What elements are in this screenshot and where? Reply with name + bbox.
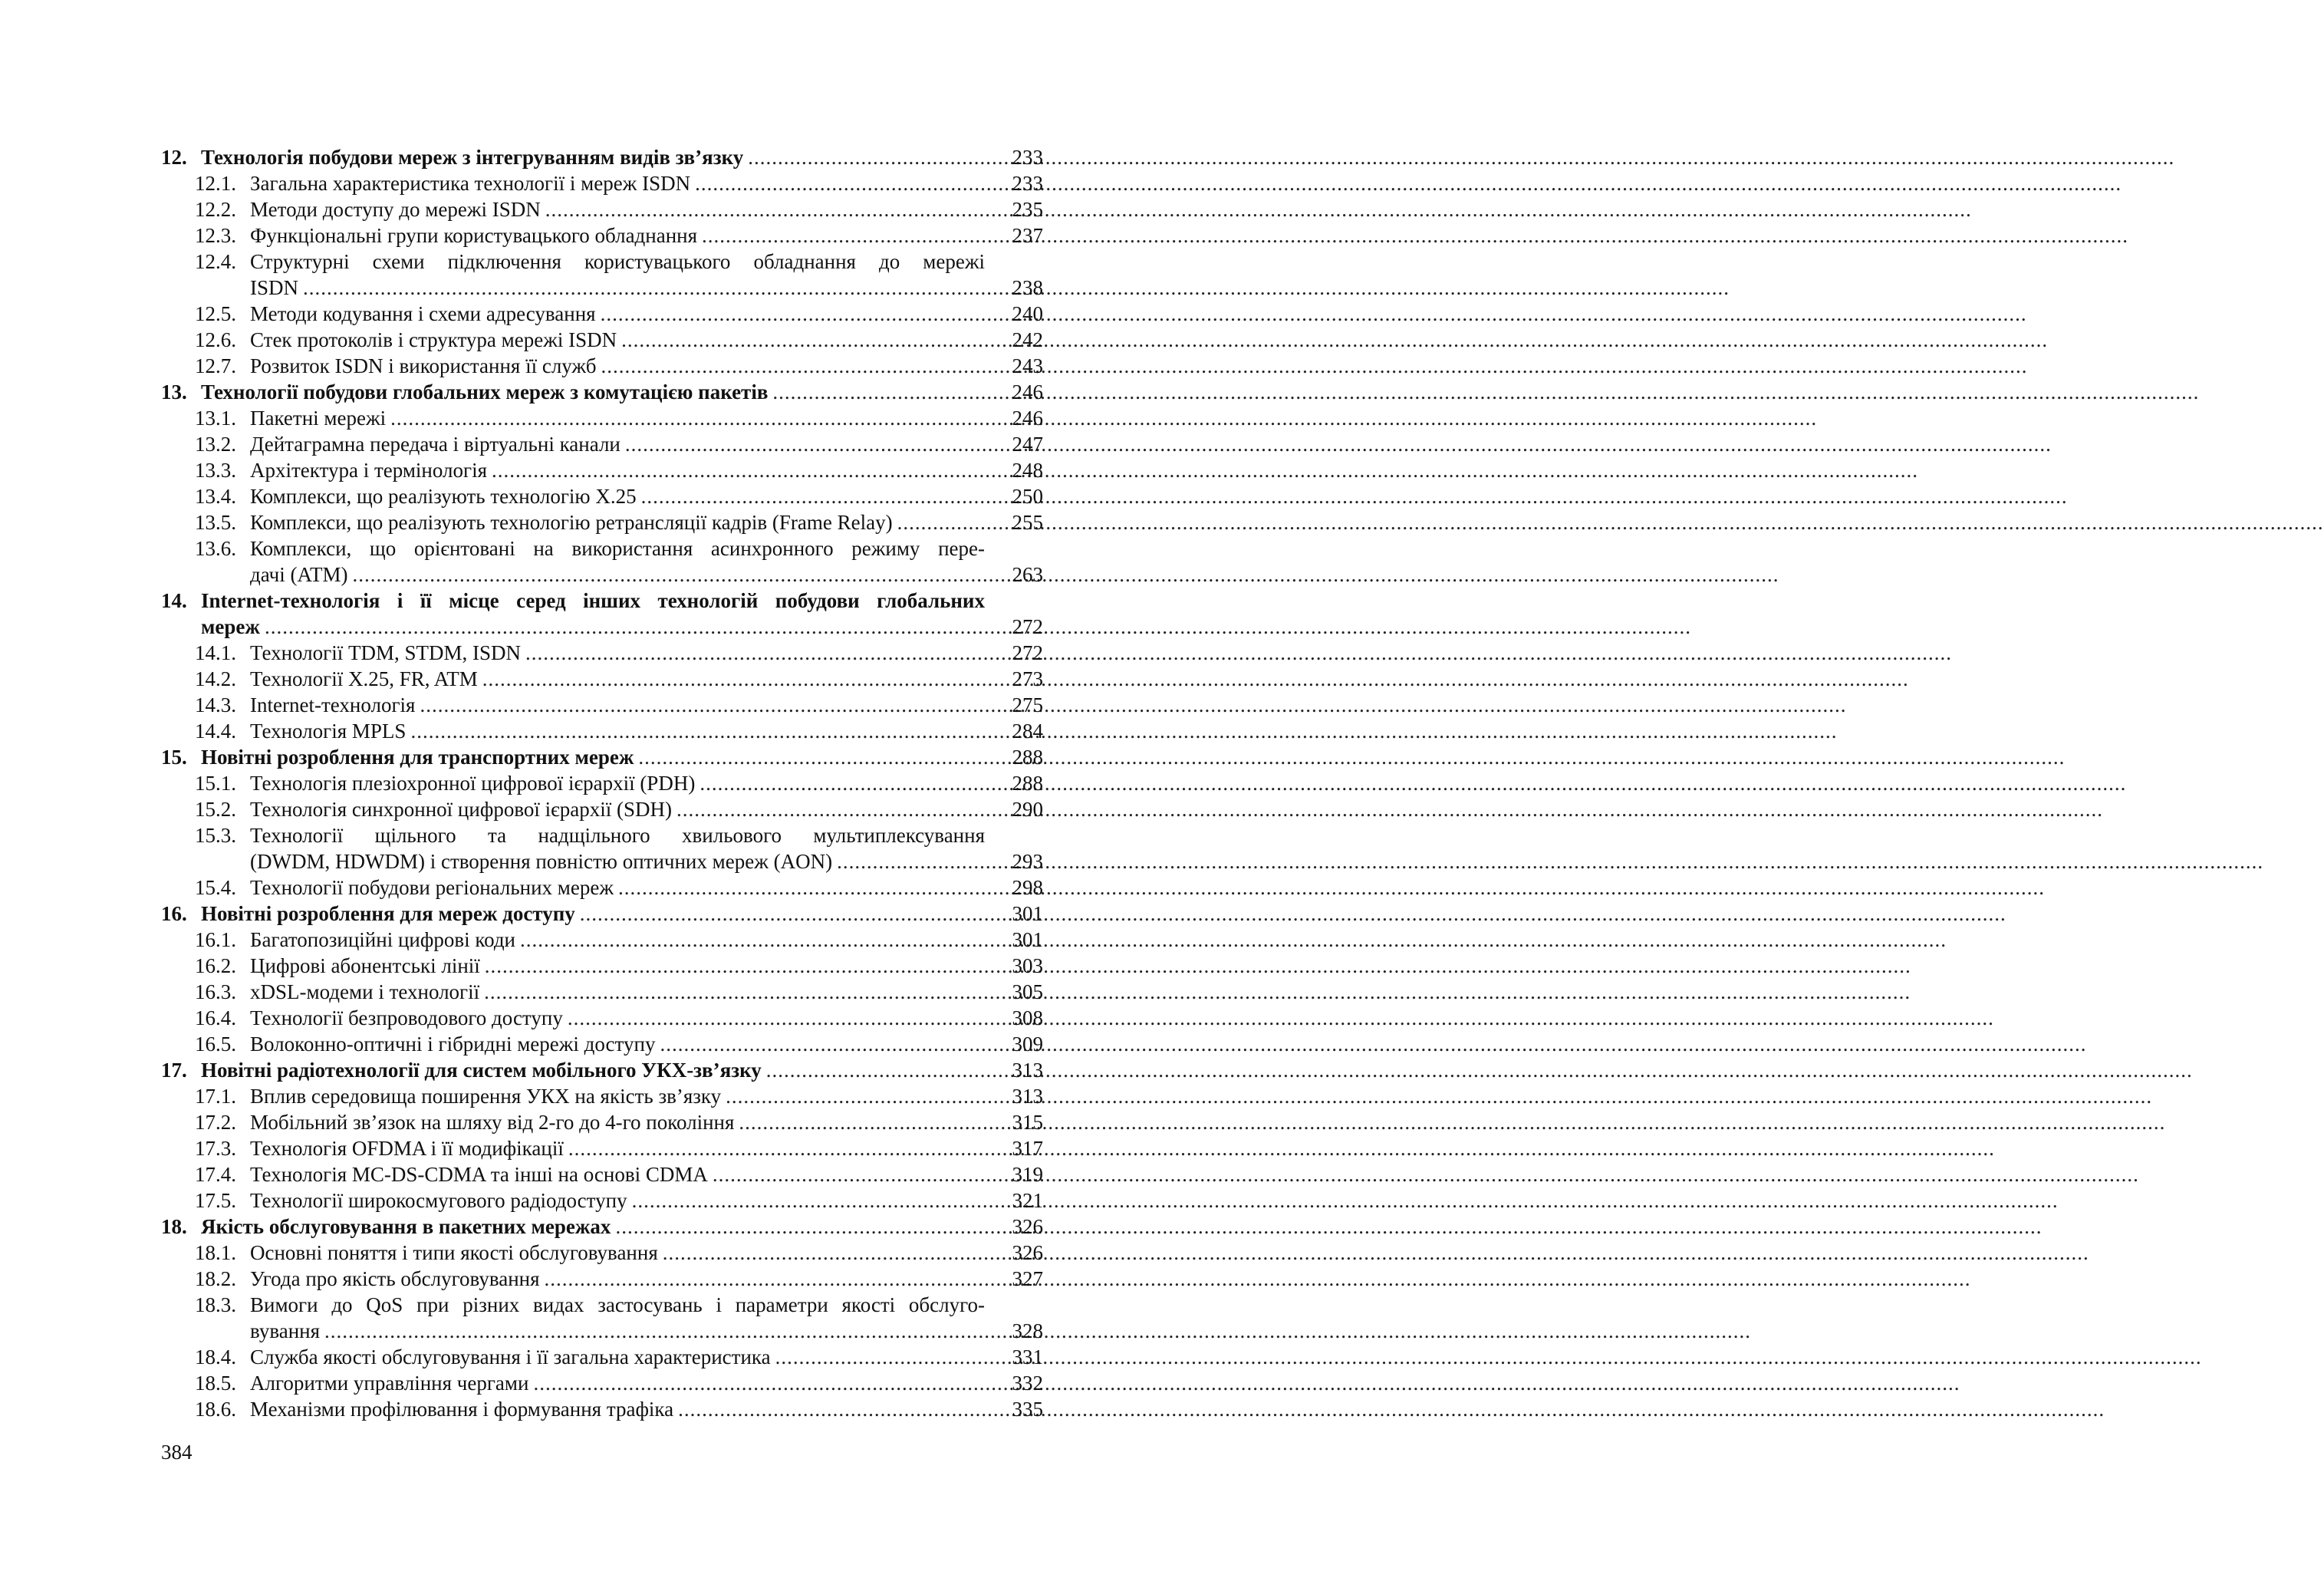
dot-leader xyxy=(700,770,2126,796)
section-title-line2: дачі (ATM) xyxy=(250,563,348,586)
page-number: 233 xyxy=(1012,172,1043,195)
dot-leader xyxy=(660,1031,2086,1057)
page-number: 237 xyxy=(1012,224,1043,247)
dot-leader xyxy=(618,874,2045,901)
toc-entry-16-2 xyxy=(161,953,1043,979)
section-title: xDSL-модеми і технології xyxy=(250,980,480,1003)
page-number: 326 xyxy=(1012,1215,1043,1238)
toc-entry-16-1 xyxy=(161,927,1043,953)
toc-entry-14-3 xyxy=(161,692,1043,718)
section-number: 15.4. xyxy=(195,876,236,899)
toc-entry-16-3 xyxy=(161,979,1043,1005)
section-title: Волоконно-оптичні і гібридні мережі доступу xyxy=(250,1033,656,1056)
section-number: 16.1. xyxy=(195,928,236,951)
toc-chapter-13 xyxy=(161,379,1043,405)
section-title: Технології X.25, FR, ATM xyxy=(250,667,478,690)
page-number: 288 xyxy=(1012,746,1043,769)
dot-leader xyxy=(568,1135,1995,1161)
toc-entry-17-2 xyxy=(161,1109,1043,1135)
toc-entry-13-2 xyxy=(161,431,1043,457)
section-title: Алгоритми управління чергами xyxy=(250,1372,529,1395)
toc-entry-12-1 xyxy=(161,170,1043,196)
page-number: 242 xyxy=(1012,328,1043,351)
section-number: 16.3. xyxy=(195,980,236,1003)
section-title: Дейтаграмна передача і віртуальні канали xyxy=(250,433,621,456)
section-number: 13.2. xyxy=(195,433,236,456)
section-number: 18.3. xyxy=(195,1293,236,1316)
page-number: 305 xyxy=(1012,980,1043,1003)
section-number: 18.2. xyxy=(195,1267,236,1290)
page-number: 273 xyxy=(1012,667,1043,690)
page-number: 332 xyxy=(1012,1372,1043,1395)
section-number: 16.5. xyxy=(195,1033,236,1056)
page-number: 326 xyxy=(1012,1241,1043,1264)
page-number: 335 xyxy=(1012,1398,1043,1421)
toc-chapter-18 xyxy=(161,1214,1043,1240)
page-number: 321 xyxy=(1012,1189,1043,1212)
page-number: 309 xyxy=(1012,1033,1043,1056)
toc-entry-17-1 xyxy=(161,1083,1043,1109)
toc-entry-18-5 xyxy=(161,1370,1043,1396)
section-title: Основні поняття і типи якості обслуговування xyxy=(250,1241,658,1264)
dot-leader xyxy=(482,666,1909,692)
section-number: 17.4. xyxy=(195,1163,236,1186)
toc-entry-16-5 xyxy=(161,1031,1043,1057)
section-title: Пакетні мережі xyxy=(250,407,387,430)
toc-entry-12-3 xyxy=(161,222,1043,249)
page-number: 284 xyxy=(1012,720,1043,743)
toc-entry-13-6 xyxy=(161,535,1043,562)
section-title: Цифрові абонентські лінії xyxy=(250,954,480,977)
chapter-title: Якість обслуговування в пакетних мережах xyxy=(201,1215,611,1238)
dot-leader xyxy=(632,1187,2059,1214)
chapter-number: 17. xyxy=(161,1059,187,1082)
toc-entry-18-2 xyxy=(161,1266,1043,1292)
toc-entry-14-1 xyxy=(161,640,1043,666)
section-title: Технології безпроводового доступу xyxy=(250,1006,563,1029)
dot-leader xyxy=(713,1161,2139,1187)
page-number: 233 xyxy=(1012,146,1043,169)
section-title: Методи кодування і схеми адресування xyxy=(250,302,596,325)
dot-leader xyxy=(625,431,2052,457)
dot-leader xyxy=(568,1005,1994,1031)
toc-entry-17-5 xyxy=(161,1187,1043,1214)
section-number: 13.5. xyxy=(195,511,236,534)
chapter-number: 18. xyxy=(161,1215,187,1238)
page-number: 247 xyxy=(1012,433,1043,456)
toc-chapter-14-cont xyxy=(161,614,1043,640)
dot-leader xyxy=(390,405,1817,431)
chapter-title: Новітні розроблення для транспортних мереж xyxy=(201,746,634,769)
toc-entry-14-4 xyxy=(161,718,1043,744)
section-title-line1: Комплекси, що орієнтовані на використання асинхронного режиму пере- xyxy=(250,537,985,560)
toc-entry-15-3 xyxy=(161,822,1043,848)
dot-leader xyxy=(695,170,2122,196)
section-number: 13.4. xyxy=(195,485,236,508)
section-title: Багатопозиційні цифрові коди xyxy=(250,928,516,951)
toc-entry-15-1 xyxy=(161,770,1043,796)
dot-leader xyxy=(663,1240,2089,1266)
section-title: Методи доступу до мережі ISDN xyxy=(250,198,541,221)
dot-leader xyxy=(420,692,1846,718)
chapter-title-line2: мереж xyxy=(201,615,260,638)
dot-leader xyxy=(739,1109,2165,1135)
section-number: 13.1. xyxy=(195,407,236,430)
section-title: Технологія синхронної цифрової ієрархії (SDH) xyxy=(250,798,672,821)
toc-chapter-14 xyxy=(161,588,1043,614)
section-number: 12.5. xyxy=(195,302,236,325)
dot-leader xyxy=(352,562,1779,588)
page-number: 255 xyxy=(1012,511,1043,534)
section-number: 12.1. xyxy=(195,172,236,195)
section-title-line1: Вимоги до QoS при різних видах застосувань і параметри якості обслуго- xyxy=(250,1293,985,1316)
toc-entry-18-4 xyxy=(161,1344,1043,1370)
section-title: Internet-технологія xyxy=(250,693,416,716)
section-title: Вплив середовища поширення УКХ на якість зв’язку xyxy=(250,1085,722,1108)
section-number: 12.2. xyxy=(195,198,236,221)
section-number: 12.3. xyxy=(195,224,236,247)
page-number: 298 xyxy=(1012,876,1043,899)
toc-entry-12-4-cont xyxy=(161,275,1043,301)
dot-leader xyxy=(775,1344,2202,1370)
page-number: 328 xyxy=(1012,1319,1043,1342)
section-number: 15.3. xyxy=(195,824,236,847)
dot-leader xyxy=(520,927,1947,953)
section-number: 18.4. xyxy=(195,1345,236,1368)
dot-leader xyxy=(485,953,1911,979)
page-number: 313 xyxy=(1012,1085,1043,1108)
toc-chapter-12 xyxy=(161,144,1043,170)
chapter-title: Новітні радіотехнології для систем мобільного УКХ-зв’язку xyxy=(201,1059,762,1082)
section-number: 17.5. xyxy=(195,1189,236,1212)
section-title: Технологія MPLS xyxy=(250,720,407,743)
dot-leader xyxy=(615,1214,2042,1240)
dot-leader xyxy=(621,327,2048,353)
toc-entry-12-7 xyxy=(161,353,1043,379)
section-title: Технологія OFDMA і її модифікації xyxy=(250,1137,564,1160)
folio-page-number: 384 xyxy=(161,1441,193,1464)
section-title: Архітектура і термінологія xyxy=(250,459,487,482)
section-title: Функціональні групи користувацького обладнання xyxy=(250,224,698,247)
page-number: 319 xyxy=(1012,1163,1043,1186)
page-number: 288 xyxy=(1012,772,1043,795)
page-number: 246 xyxy=(1012,407,1043,430)
dot-leader xyxy=(726,1083,2152,1109)
section-number: 15.1. xyxy=(195,772,236,795)
section-number: 14.4. xyxy=(195,720,236,743)
dot-leader xyxy=(837,848,2263,874)
section-number: 14.2. xyxy=(195,667,236,690)
dot-leader xyxy=(766,1057,2193,1083)
dot-leader xyxy=(676,796,2103,822)
chapter-title: Технології побудови глобальних мереж з комутацією пакетів xyxy=(201,380,769,403)
table-of-contents xyxy=(161,144,1043,1422)
dot-leader xyxy=(265,614,1691,640)
section-number: 18.1. xyxy=(195,1241,236,1264)
page-number: 317 xyxy=(1012,1137,1043,1160)
toc-entry-16-4 xyxy=(161,1005,1043,1031)
dot-leader xyxy=(533,1370,1960,1396)
toc-entry-13-4 xyxy=(161,483,1043,509)
section-title: Розвиток ISDN і використання її служб xyxy=(250,354,597,377)
section-title: Технології побудови регіональних мереж xyxy=(250,876,614,899)
page-number: 313 xyxy=(1012,1059,1043,1082)
dot-leader xyxy=(897,509,2324,535)
dot-leader xyxy=(545,1266,1971,1292)
section-title: Технології широкосмугового радіодоступу xyxy=(250,1189,627,1212)
section-number: 14.3. xyxy=(195,693,236,716)
section-title: Служба якості обслуговування і її загальна характеристика xyxy=(250,1345,771,1368)
section-title: Стек протоколів і структура мережі ISDN xyxy=(250,328,617,351)
section-title: Механізми профілювання і формування трафіка xyxy=(250,1398,674,1421)
toc-entry-13-5 xyxy=(161,509,1043,535)
toc-entry-18-1 xyxy=(161,1240,1043,1266)
toc-entry-18-6 xyxy=(161,1396,1043,1422)
section-number: 17.3. xyxy=(195,1137,236,1160)
toc-entry-18-3-cont xyxy=(161,1318,1043,1344)
page-number: 263 xyxy=(1012,563,1043,586)
section-number: 13.3. xyxy=(195,459,236,482)
section-number: 16.4. xyxy=(195,1006,236,1029)
page-number: 246 xyxy=(1012,380,1043,403)
section-title: Технологія MC-DS-CDMA та інші на основі CDMA xyxy=(250,1163,708,1186)
dot-leader xyxy=(601,301,2027,327)
chapter-title: Технологія побудови мереж з інтегруванням видів зв’язку xyxy=(201,146,744,169)
toc-entry-13-3 xyxy=(161,457,1043,483)
chapter-title: Новітні розроблення для мереж доступу xyxy=(201,902,575,925)
chapter-title-line1: Internet-технологія і її місце серед інших технологій побудови глобальних xyxy=(201,589,985,612)
dot-leader xyxy=(580,901,2006,927)
page-number: 243 xyxy=(1012,354,1043,377)
page-number: 331 xyxy=(1012,1345,1043,1368)
section-title: Комплекси, що реалізують технологію X.25 xyxy=(250,485,637,508)
page-number: 275 xyxy=(1012,693,1043,716)
section-number: 15.2. xyxy=(195,798,236,821)
toc-entry-14-2 xyxy=(161,666,1043,692)
section-title-line2: (DWDM, HDWDM) і створення повністю оптичних мереж (AON) xyxy=(250,850,833,873)
dot-leader xyxy=(678,1396,2105,1422)
section-title: Комплекси, що реалізують технологію ретрансляції кадрів (Frame Relay) xyxy=(250,511,893,534)
page-number: 290 xyxy=(1012,798,1043,821)
chapter-number: 15. xyxy=(161,746,187,769)
section-number: 12.7. xyxy=(195,354,236,377)
chapter-number: 13. xyxy=(161,380,187,403)
dot-leader xyxy=(484,979,1911,1005)
page-number: 250 xyxy=(1012,485,1043,508)
section-title: Мобільний зв’язок на шляху від 2-го до 4-го покоління xyxy=(250,1111,735,1134)
dot-leader xyxy=(638,744,2065,770)
toc-entry-15-2 xyxy=(161,796,1043,822)
toc-chapter-15 xyxy=(161,744,1043,770)
page-number: 303 xyxy=(1012,954,1043,977)
chapter-number: 12. xyxy=(161,146,187,169)
toc-entry-12-6 xyxy=(161,327,1043,353)
section-title: Технології TDM, STDM, ISDN xyxy=(250,641,522,664)
toc-entry-13-1 xyxy=(161,405,1043,431)
toc-entry-12-4 xyxy=(161,249,1043,275)
page-number: 240 xyxy=(1012,302,1043,325)
toc-entry-12-5 xyxy=(161,301,1043,327)
section-title-line2: ISDN xyxy=(250,276,299,299)
dot-leader xyxy=(772,379,2199,405)
section-title: Угода про якість обслуговування xyxy=(250,1267,540,1290)
section-title: Технологія плезіохронної цифрової ієрархії (PDH) xyxy=(250,772,696,795)
chapter-number: 16. xyxy=(161,902,187,925)
dot-leader xyxy=(545,196,1972,222)
page-number: 327 xyxy=(1012,1267,1043,1290)
page-number: 308 xyxy=(1012,1006,1043,1029)
page-number: 272 xyxy=(1012,641,1043,664)
dot-leader xyxy=(601,353,2027,379)
page-number: 248 xyxy=(1012,459,1043,482)
chapter-number: 14. xyxy=(161,589,187,612)
section-number: 14.1. xyxy=(195,641,236,664)
section-title-line1: Структурні схеми підключення користувацького обладнання до мережі xyxy=(250,250,985,273)
dot-leader xyxy=(410,718,1837,744)
toc-entry-13-6-cont xyxy=(161,562,1043,588)
dot-leader xyxy=(525,640,1952,666)
section-title-line1: Технології щільного та надщільного хвильового мультиплексування xyxy=(250,824,985,847)
section-number: 16.2. xyxy=(195,954,236,977)
toc-chapter-16 xyxy=(161,901,1043,927)
page-number: 238 xyxy=(1012,276,1043,299)
toc-entry-12-2 xyxy=(161,196,1043,222)
toc-entry-17-3 xyxy=(161,1135,1043,1161)
section-title: Загальна характеристика технології і мереж ISDN xyxy=(250,172,691,195)
page-number: 235 xyxy=(1012,198,1043,221)
page-number: 301 xyxy=(1012,928,1043,951)
section-number: 17.1. xyxy=(195,1085,236,1108)
toc-entry-15-4 xyxy=(161,874,1043,901)
dot-leader xyxy=(748,144,2174,170)
section-number: 17.2. xyxy=(195,1111,236,1134)
toc-entry-18-3 xyxy=(161,1292,1043,1318)
dot-leader xyxy=(641,483,2068,509)
toc-entry-17-4 xyxy=(161,1161,1043,1187)
section-number: 12.6. xyxy=(195,328,236,351)
page-number: 272 xyxy=(1012,615,1043,638)
section-number: 12.4. xyxy=(195,250,236,273)
section-title-line2: вування xyxy=(250,1319,321,1342)
toc-chapter-17 xyxy=(161,1057,1043,1083)
section-number: 18.6. xyxy=(195,1398,236,1421)
toc-entry-15-3-cont xyxy=(161,848,1043,874)
section-number: 18.5. xyxy=(195,1372,236,1395)
page-number: 293 xyxy=(1012,850,1043,873)
dot-leader xyxy=(492,457,1918,483)
page-number: 301 xyxy=(1012,902,1043,925)
dot-leader xyxy=(702,222,2128,249)
section-number: 13.6. xyxy=(195,537,236,560)
page-number: 315 xyxy=(1012,1111,1043,1134)
